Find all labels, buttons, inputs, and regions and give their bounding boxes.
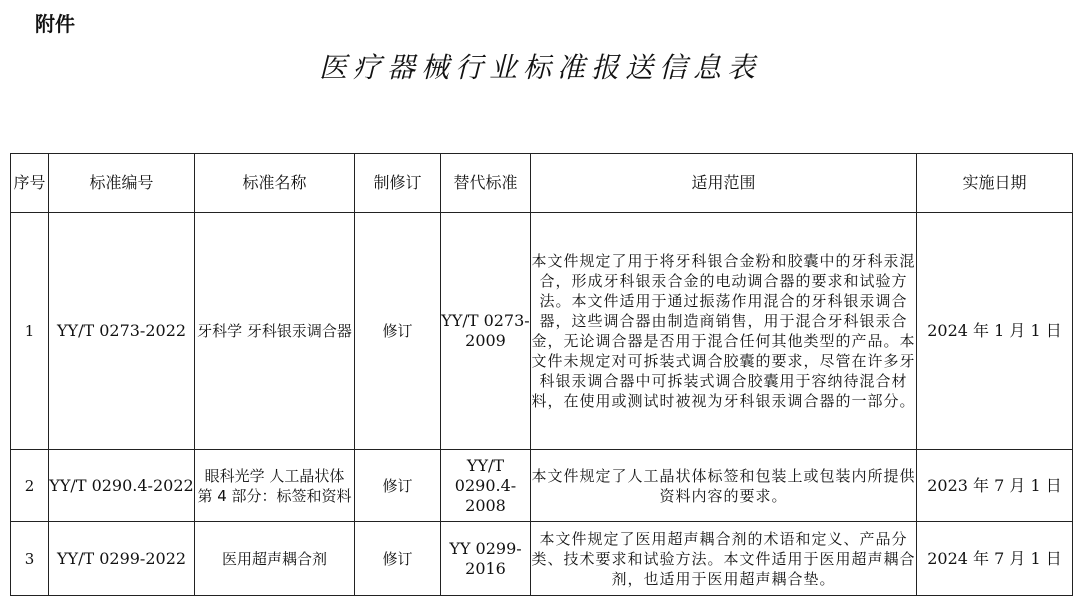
col-header-code: 标准编号 [49,154,195,213]
row-name: 眼科光学 人工晶状体 第 4 部分：标签和资料 [195,450,355,522]
row-replaces: YY/T 0273-2009 [441,213,531,450]
row-scope: 本文件规定了用于将牙科银合金粉和胶囊中的牙科汞混合，形成牙科银汞合金的电动调合器的要求和试验方法。本文件适用于通过振荡作用混合的牙科银汞调合器，这些调合器由制造商销售，用于混合牙科银汞合金，无论调合器是否用于混合任何其他类型的产品。本文件未规定对可拆装式调合胶囊的要求，尽管在许多牙科银汞调合器中可拆装式调合胶囊用于容纳待混合材料，在使用或测试时被视为牙科银汞调合器的一部分。 [531,213,917,450]
row-scope: 本文件规定了医用超声耦合剂的术语和定义、产品分类、技术要求和试验方法。本文件适用于医用超声耦合剂，也适用于医用超声耦合垫。 [531,522,917,596]
row-date: 2024 年 7 月 1 日 [917,522,1073,596]
table-header-row [11,154,1073,213]
row-code: YY/T 0290.4-2022 [49,450,195,522]
row-code: YY/T 0273-2022 [49,213,195,450]
row-no: 3 [11,522,49,596]
col-header-no: 序号 [11,154,49,213]
row-scope: 本文件规定了人工晶状体标签和包装上或包装内所提供资料内容的要求。 [531,450,917,522]
row-date: 2023 年 7 月 1 日 [917,450,1073,522]
row-date: 2024 年 1 月 1 日 [917,213,1073,450]
col-header-date: 实施日期 [917,154,1073,213]
standards-table [10,153,1073,596]
table-row [11,450,1073,522]
row-name: 医用超声耦合剂 [195,522,355,596]
row-type: 修订 [355,522,441,596]
col-header-name: 标准名称 [195,154,355,213]
col-header-type: 制修订 [355,154,441,213]
col-header-scope: 适用范围 [531,154,917,213]
row-no: 1 [11,213,49,450]
table-row [11,522,1073,596]
row-name: 牙科学 牙科银汞调合器 [195,213,355,450]
table-row [11,213,1073,450]
row-replaces: YY/T 0290.4-2008 [441,450,531,522]
row-code: YY/T 0299-2022 [49,522,195,596]
attachment-label: 附件 [35,12,75,36]
col-header-replaces: 替代标准 [441,154,531,213]
row-type: 修订 [355,213,441,450]
page-title: 医疗器械行业标准报送信息表 [318,51,761,84]
row-no: 2 [11,450,49,522]
row-replaces: YY 0299-2016 [441,522,531,596]
row-type: 修订 [355,450,441,522]
